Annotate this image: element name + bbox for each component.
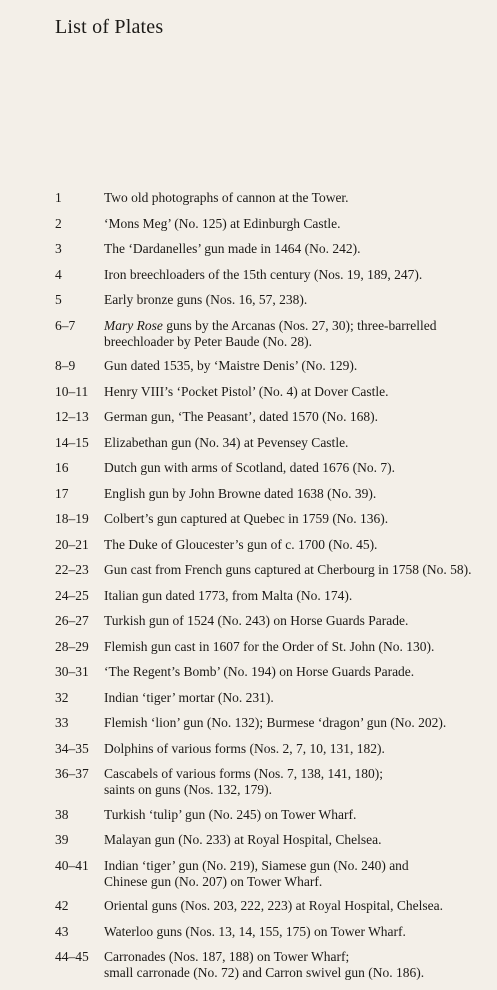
plate-entry: [0, 807, 497, 823]
plate-entry: [0, 318, 497, 350]
plate-description: [104, 588, 494, 604]
plate-entry: [0, 690, 497, 706]
plate-number: 34–35: [55, 740, 89, 756]
plate-description: [104, 832, 494, 848]
plate-number: 36–37: [55, 766, 89, 781]
plate-description-text: German gun, ‘The Peasant’, dated 1570 (No. 168).: [104, 409, 379, 424]
plate-description: [104, 435, 494, 451]
plate-description-text: Turkish ‘tulip’ gun (No. 245) on Tower Wharf.: [104, 806, 357, 822]
plate-description-text: guns by the Arcanas (Nos. 27, 30); three-barrelled breechloader by Peter Baude (No. 28).: [104, 317, 437, 349]
plate-description: [104, 924, 494, 940]
plate-description: [104, 613, 494, 629]
plate-description-text: Flemish gun cast in 1607 for the Order of St. John (No. 130).: [104, 638, 435, 654]
plate-description-text: Iron breechloaders of the 15th century (Nos. 19, 189, 247).: [104, 266, 423, 282]
plate-entry: [0, 486, 497, 502]
plate-description: [104, 460, 494, 476]
plate-description: [104, 639, 494, 655]
plate-entry: [0, 384, 497, 400]
plate-description: [104, 384, 494, 400]
plate-entry: [0, 766, 497, 798]
plate-description: [104, 267, 494, 283]
plate-number: 10–11: [55, 383, 89, 399]
plate-description-italic: Mary Rose: [104, 317, 163, 333]
plate-description-text: Dolphins of various forms (Nos. 2, 7, 10, 131, 182).: [104, 740, 385, 756]
plate-number: 1: [55, 190, 62, 205]
plate-number: 42: [55, 898, 69, 913]
plate-number: 44–45: [55, 949, 89, 964]
plate-description-text: English gun by John Browne dated 1638 (No. 39).: [104, 485, 377, 501]
plate-description: [104, 807, 494, 823]
plate-entry: [0, 409, 497, 425]
plate-number: 8–9: [55, 358, 76, 373]
page-title: List of Plates: [55, 16, 164, 38]
plate-entry: [0, 537, 497, 553]
plate-number: 2: [55, 215, 62, 231]
plate-description: [104, 898, 494, 914]
plate-number: 24–25: [55, 587, 89, 603]
plate-description-text: Carronades (Nos. 187, 188) on Tower Wharf; small carronade (No. 72) and Carron swivel gun (No. 186).: [104, 949, 425, 980]
plate-description-text: Oriental guns (Nos. 203, 222, 223) at Royal Hospital, Chelsea.: [104, 898, 443, 913]
plate-entry: [0, 292, 497, 308]
plate-entry: [0, 241, 497, 257]
plate-description-text: Elizabethan gun (No. 34) at Pevensey Castle.: [104, 434, 349, 450]
plates-list: [0, 190, 497, 990]
plate-number: 22–23: [55, 562, 89, 577]
plate-description: [104, 664, 494, 680]
plate-description: [104, 216, 494, 232]
plate-number: 40–41: [55, 857, 89, 873]
plate-entry: [0, 358, 497, 374]
plate-number: 16: [55, 460, 69, 475]
plate-entry: [0, 898, 497, 914]
plate-number: 33: [55, 715, 69, 730]
plate-description: [104, 715, 494, 731]
plate-description: [104, 190, 494, 206]
plate-description-text: Cascabels of various forms (Nos. 7, 138, 141, 180); saints on guns (Nos. 132, 179).: [104, 766, 383, 797]
plate-number: 14–15: [55, 434, 89, 450]
plate-number: 20–21: [55, 536, 89, 552]
plate-description: [104, 537, 494, 553]
plate-description-text: Waterloo guns (Nos. 13, 14, 155, 175) on Tower Wharf.: [104, 923, 406, 939]
plate-number: 26–27: [55, 613, 89, 628]
plate-description-text: Indian ‘tiger’ mortar (No. 231).: [104, 689, 274, 705]
plate-number: 30–31: [55, 664, 89, 679]
plate-description-text: Colbert’s gun captured at Quebec in 1759 (No. 136).: [104, 511, 389, 526]
plate-number: 5: [55, 292, 62, 307]
plate-description: [104, 766, 494, 798]
plate-description: [104, 318, 494, 350]
plate-description: [104, 858, 494, 890]
plate-number: 4: [55, 266, 62, 282]
plate-description-text: Dutch gun with arms of Scotland, dated 1676 (No. 7).: [104, 460, 395, 475]
plate-number: 17: [55, 485, 69, 501]
plate-description-text: Turkish gun of 1524 (No. 243) on Horse Guards Parade.: [104, 613, 409, 628]
plate-entry: [0, 858, 497, 890]
plate-description-text: Flemish ‘lion’ gun (No. 132); Burmese ‘dragon’ gun (No. 202).: [104, 715, 447, 730]
plate-entry: [0, 924, 497, 940]
plate-description: [104, 511, 494, 527]
plate-description-text: Gun cast from French guns captured at Cherbourg in 1758 (No. 58).: [104, 562, 472, 577]
plate-description-text: Italian gun dated 1773, from Malta (No. 174).: [104, 587, 353, 603]
plate-number: 12–13: [55, 409, 89, 424]
plate-description-text: Two old photographs of cannon at the Tower.: [104, 190, 349, 205]
plate-description: [104, 562, 494, 578]
plate-description-text: Henry VIII’s ‘Pocket Pistol’ (No. 4) at Dover Castle.: [104, 383, 389, 399]
plate-entry: [0, 588, 497, 604]
plate-description-text: ‘Mons Meg’ (No. 125) at Edinburgh Castle.: [104, 215, 341, 231]
plate-entry: [0, 639, 497, 655]
plate-description: [104, 409, 494, 425]
plate-description: [104, 741, 494, 757]
plate-number: 18–19: [55, 511, 89, 526]
plate-number: 3: [55, 241, 62, 256]
plate-description-text: The ‘Dardanelles’ gun made in 1464 (No. 242).: [104, 241, 361, 256]
plate-description: [104, 690, 494, 706]
plate-description-text: Gun dated 1535, by ‘Maistre Denis’ (No. 129).: [104, 358, 358, 373]
plate-entry: [0, 435, 497, 451]
plate-description-text: Early bronze guns (Nos. 16, 57, 238).: [104, 292, 308, 307]
plate-entry: [0, 741, 497, 757]
plate-description: [104, 949, 494, 981]
plate-entry: [0, 562, 497, 578]
plate-entry: [0, 460, 497, 476]
plate-number: 28–29: [55, 638, 89, 654]
plate-number: 38: [55, 806, 69, 822]
plate-description: [104, 358, 494, 374]
plate-entry: [0, 613, 497, 629]
plate-description: [104, 486, 494, 502]
plate-number: 39: [55, 832, 69, 847]
plate-entry: [0, 715, 497, 731]
plate-entry: [0, 832, 497, 848]
plate-description-text: The Duke of Gloucester’s gun of c. 1700 (No. 45).: [104, 536, 378, 552]
plate-entry: [0, 664, 497, 680]
plate-number: 6–7: [55, 317, 76, 333]
plate-description: [104, 292, 494, 308]
plate-entry: [0, 216, 497, 232]
plate-number: 32: [55, 689, 69, 705]
plate-description: [104, 241, 494, 257]
plate-entry: [0, 511, 497, 527]
plate-description-text: ‘The Regent’s Bomb’ (No. 194) on Horse Guards Parade.: [104, 664, 415, 679]
plate-entry: [0, 267, 497, 283]
plate-entry: [0, 949, 497, 981]
plate-entry: [0, 190, 497, 206]
plate-number: 43: [55, 923, 69, 939]
plate-description-text: Malayan gun (No. 233) at Royal Hospital, Chelsea.: [104, 832, 382, 847]
plate-description-text: Indian ‘tiger’ gun (No. 219), Siamese gun (No. 240) and Chinese gun (No. 207) on Tower Wharf.: [104, 857, 409, 889]
